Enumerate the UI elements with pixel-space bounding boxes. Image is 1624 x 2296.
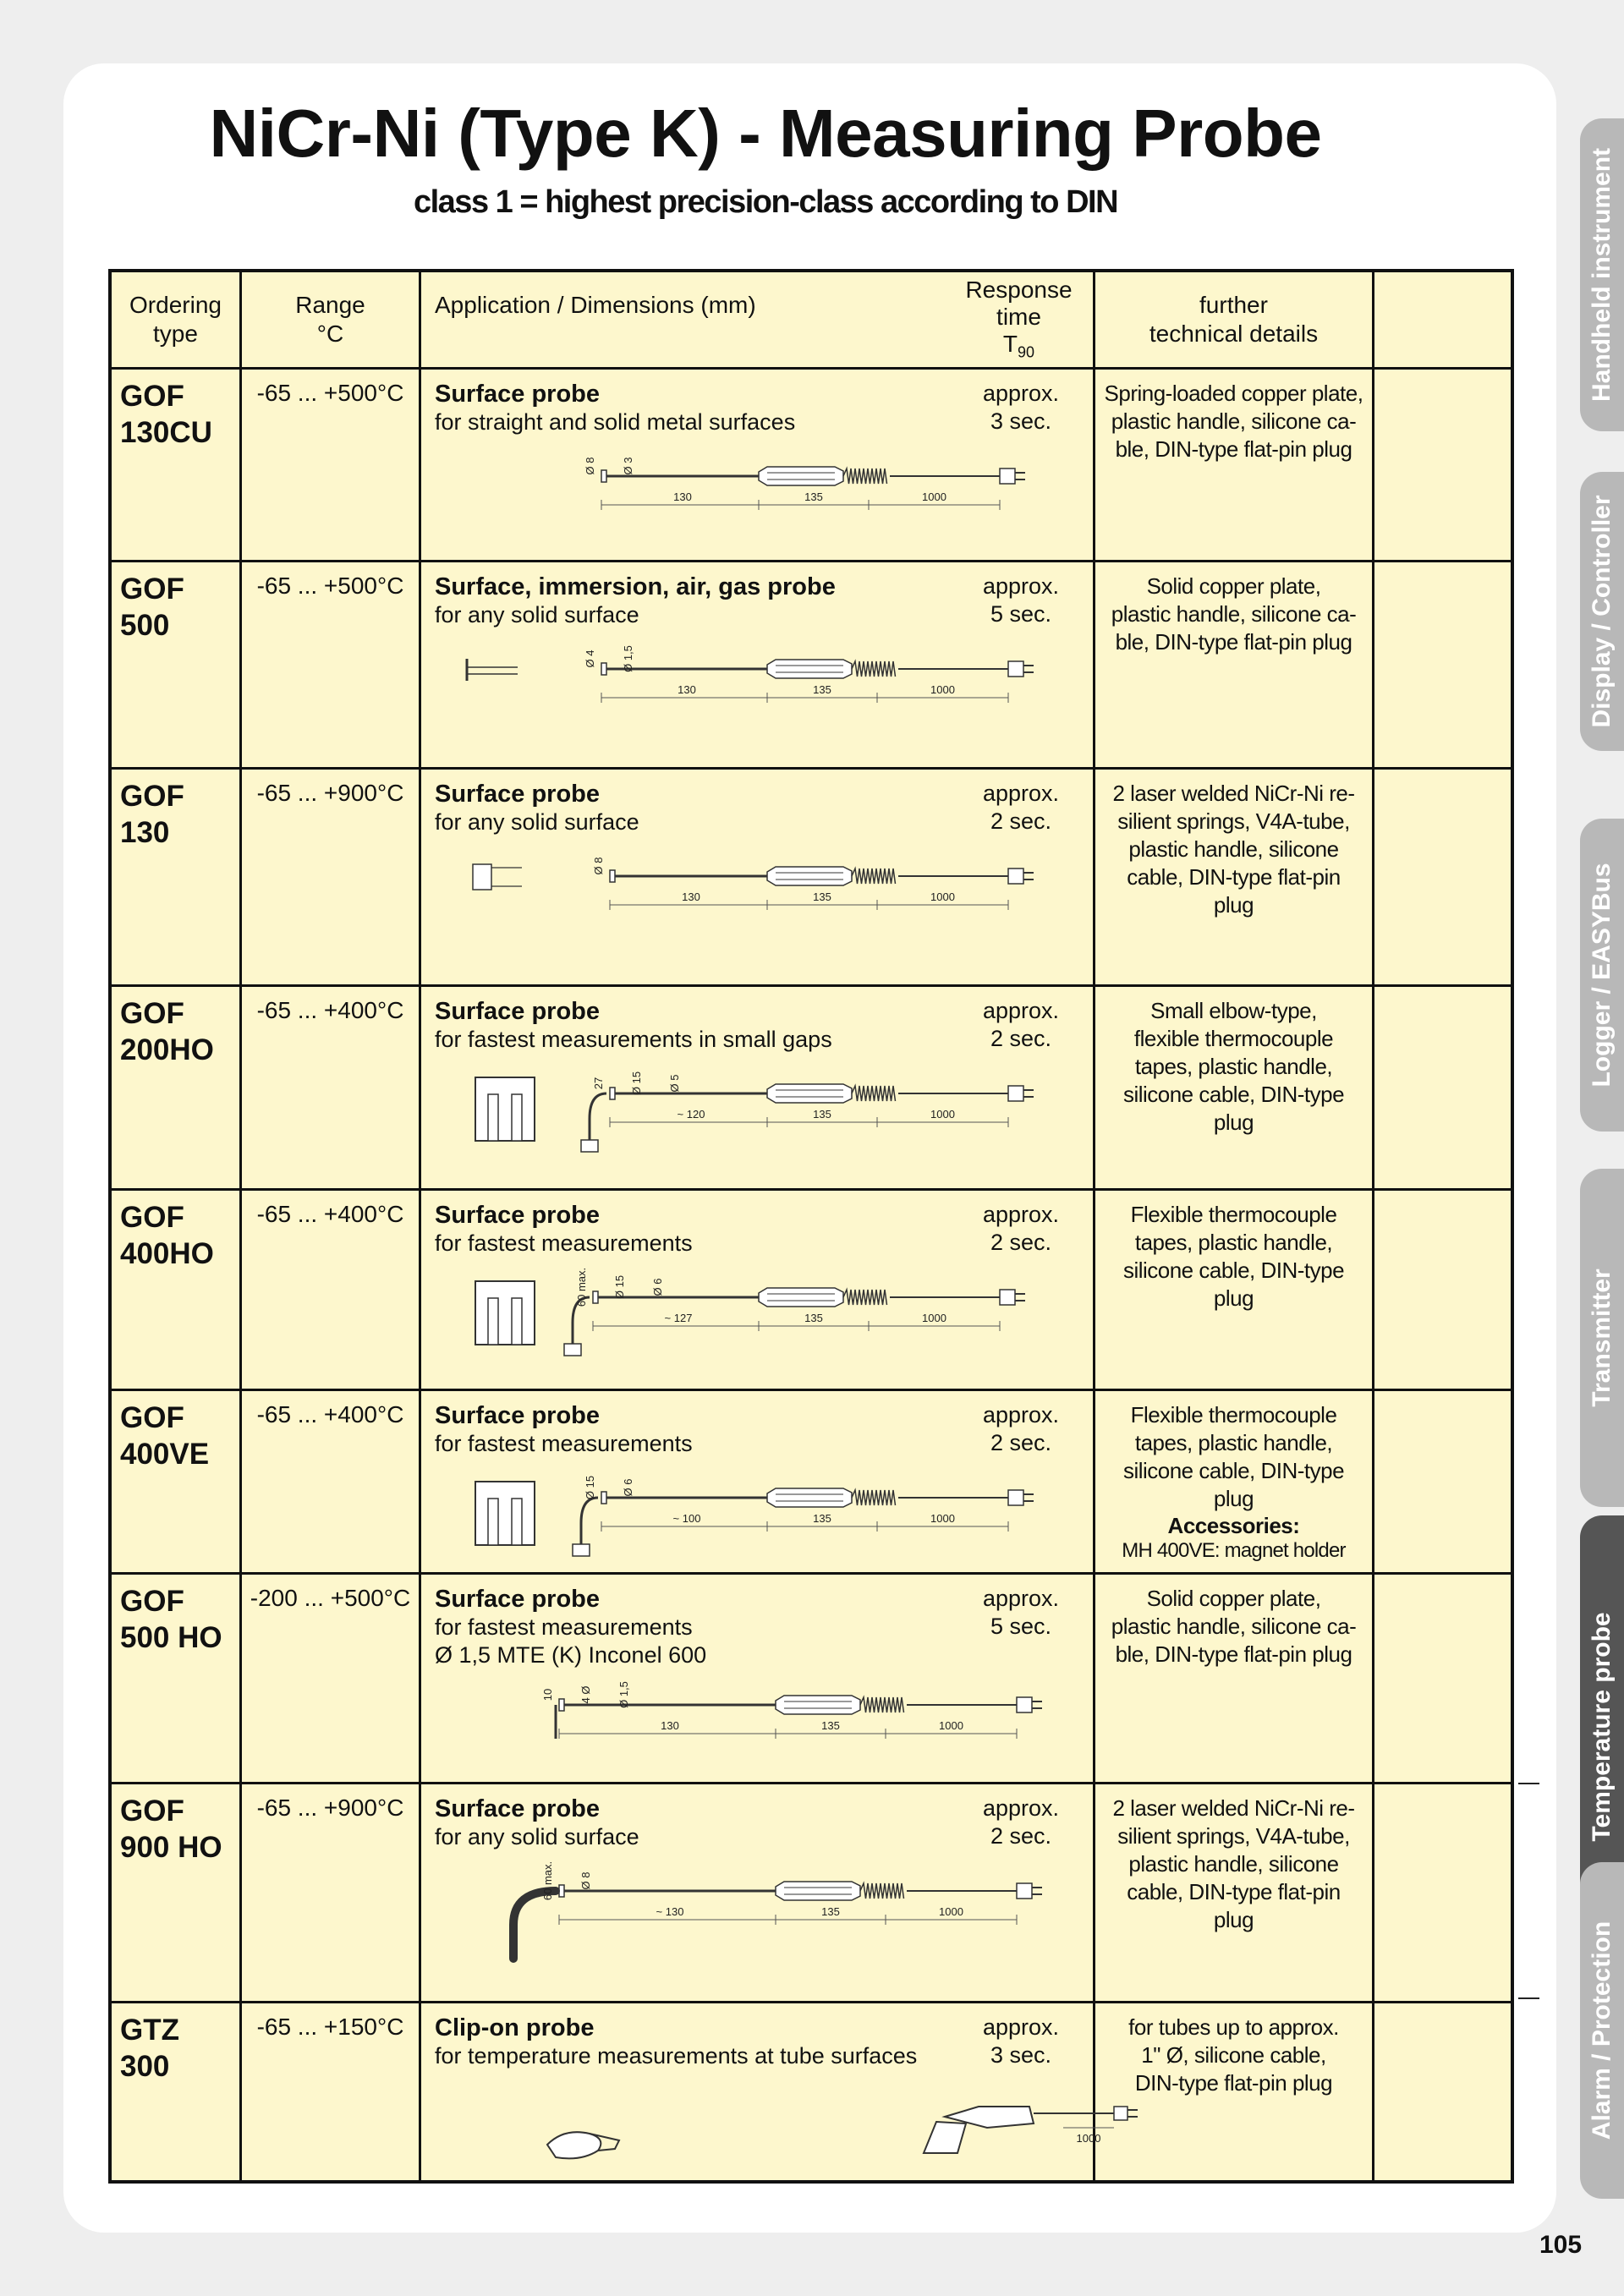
application-line: for straight and solid metal surfaces	[435, 409, 796, 435]
application-text	[435, 997, 942, 1054]
response-time-value: approx. 2 sec.	[982, 781, 1060, 834]
dimension-label: 27	[592, 1077, 605, 1090]
application-text	[435, 1201, 942, 1258]
dimension-label: 135	[813, 1512, 831, 1525]
probe-name: Surface probe	[435, 1202, 600, 1229]
ordering-type-code: GTZ 300	[120, 2014, 179, 2083]
dimension-label: 135	[813, 890, 831, 903]
probe-drawing	[437, 1862, 1080, 1964]
tab-display-controller[interactable]: Display / Controller	[1580, 472, 1624, 751]
technical-details: Solid copper plate, plastic handle, silicone ca- ble, DIN-type flat-pin plug	[1111, 573, 1357, 655]
probe-name: Surface probe	[435, 1586, 600, 1613]
dimension-label: ~ 127	[664, 1312, 693, 1324]
technical-details: for tubes up to approx. 1" Ø, silicone cable, DIN-type flat-pin plug	[1128, 2014, 1339, 2096]
page-subtitle: class 1 = highest precision-class according to DIN	[413, 184, 1118, 220]
dimension-label: 1000	[930, 1512, 955, 1525]
header-details: further technical details	[1149, 292, 1319, 347]
response-time-value: approx. 5 sec.	[982, 1586, 1060, 1639]
application-text	[435, 780, 942, 836]
response-time-value: approx. 5 sec.	[982, 573, 1060, 627]
probe-drawing	[437, 640, 1080, 742]
application-text	[435, 2014, 942, 2070]
page-number: 105	[1539, 2231, 1583, 2259]
dimension-label: Ø 4	[584, 649, 596, 668]
technical-details: Flexible thermocouple tapes, plastic handle, silicone cable, DIN-type plug Accessories: MH 400VE: magnet holder	[1095, 1401, 1372, 1564]
dimension-label: ~ 130	[656, 1905, 684, 1918]
technical-details: 2 laser welded NiCr-Ni re- silient springs, V4A-tube, plastic handle, silicone cable, DIN-type flat-pin plug	[1112, 781, 1355, 918]
probe-name: Surface probe	[435, 1795, 600, 1822]
application-line: for fastest measurements	[435, 1431, 693, 1456]
dimension-label: Ø 3	[622, 457, 634, 475]
probe-drawing	[437, 1065, 1080, 1166]
application-line: for fastest measurements	[435, 1614, 693, 1640]
dimension-label: 1000	[930, 683, 955, 696]
ordering-type-code: GOF 500 HO	[120, 1585, 222, 1654]
dimension-label: 135	[804, 1312, 823, 1324]
temperature-range: -65 ... +400°C	[256, 1201, 404, 1227]
application-text	[435, 380, 942, 436]
probe-name: Surface probe	[435, 781, 600, 808]
dimension-label: 130	[678, 683, 696, 696]
tab-transmitter[interactable]: Transmitter	[1580, 1169, 1624, 1507]
application-line: for fastest measurements in small gaps	[435, 1027, 832, 1052]
application-line: for any solid surface	[435, 1824, 639, 1849]
dimension-label: Ø 1,5	[622, 645, 634, 672]
dimension-label: 1000	[939, 1905, 963, 1918]
probe-drawing	[437, 1269, 1080, 1370]
header-application: Application / Dimensions (mm)	[435, 292, 756, 318]
ordering-type-code: GOF 130	[120, 780, 184, 849]
dimension-label: Ø 6	[651, 1278, 664, 1296]
dimension-label: Ø 8	[584, 457, 596, 475]
probe-name: Surface probe	[435, 998, 600, 1025]
application-text	[435, 1401, 942, 1458]
header-response-time: Response time $T_{90}$	[965, 277, 1073, 361]
temperature-range: -65 ... +500°C	[256, 573, 404, 599]
dimension-label: 135	[821, 1719, 840, 1732]
dimension-label: Ø 15	[584, 1475, 596, 1500]
ordering-type-code: GOF 900 HO	[120, 1795, 222, 1864]
probe-drawing	[437, 1469, 1080, 1570]
application-text	[435, 573, 942, 629]
response-time-value: approx. 2 sec.	[982, 1202, 1060, 1255]
dimension-label: 130	[661, 1719, 679, 1732]
dimension-label: 60 max.	[541, 1860, 554, 1901]
dimension-label: 135	[813, 1108, 831, 1121]
response-time-value: approx. 3 sec.	[982, 381, 1060, 434]
application-text	[435, 1585, 942, 1669]
application-line: for any solid surface	[435, 602, 639, 627]
application-line: for temperature measurements at tube surfaces	[435, 2043, 918, 2069]
probe-table	[108, 269, 1514, 2184]
technical-details: Solid copper plate, plastic handle, silicone ca- ble, DIN-type flat-pin plug	[1111, 1586, 1357, 1667]
dimension-label: 130	[673, 490, 692, 503]
dimension-label: 60 max.	[575, 1267, 588, 1307]
dimension-label: 1000	[922, 490, 946, 503]
dimension-label: ~ 120	[677, 1108, 705, 1121]
accessories-value: MH 400VE: magnet holder	[1122, 1539, 1346, 1562]
dimension-label: Ø 5	[668, 1074, 681, 1093]
ordering-type-code: GOF 400VE	[120, 1401, 210, 1471]
technical-details: Flexible thermocouple tapes, plastic handle, silicone cable, DIN-type plug	[1122, 1202, 1345, 1311]
dimension-label: 1000	[1076, 2132, 1101, 2145]
tab-alarm-protection[interactable]: Alarm / Protection	[1580, 1862, 1624, 2199]
ordering-type-code: GOF 200HO	[120, 997, 214, 1066]
page-title: NiCr-Ni (Type K) - Measuring Probe	[209, 96, 1322, 171]
dimension-label: 135	[813, 683, 831, 696]
dimension-label: 1000	[922, 1312, 946, 1324]
dimension-label: 1000	[930, 1108, 955, 1121]
ordering-type-code: GOF 130CU	[120, 380, 212, 449]
dimension-label: 4 Ø	[579, 1685, 592, 1704]
technical-details: Small elbow-type, flexible thermocouple tapes, plastic handle, silicone cable, DIN-type plug	[1122, 998, 1345, 1135]
response-time-value: approx. 3 sec.	[982, 2014, 1060, 2068]
tab-handheld-instrument[interactable]: Handheld instrument	[1580, 118, 1624, 431]
header-range: Range °C	[295, 292, 365, 347]
ordering-type-code: GOF 500	[120, 573, 184, 642]
probe-drawing	[437, 1676, 1080, 1778]
application-text	[435, 1795, 942, 1851]
response-time-value: approx. 2 sec.	[982, 1402, 1060, 1455]
response-time-value: approx. 2 sec.	[982, 998, 1060, 1051]
dimension-label: Ø 8	[592, 857, 605, 875]
tab-edge-line	[1518, 1997, 1539, 1999]
header-ordering-type: Ordering type	[129, 292, 222, 347]
dimension-label: Ø 15	[630, 1071, 643, 1096]
side-tab-bar	[1580, 118, 1624, 2199]
dimension-label: 1000	[939, 1719, 963, 1732]
dimension-label: Ø 15	[613, 1274, 626, 1300]
dimension-label: 135	[821, 1905, 840, 1918]
probe-drawing	[437, 847, 1080, 949]
dimension-label: Ø 8	[579, 1871, 592, 1890]
probe-drawing	[437, 447, 1080, 549]
temperature-range: -65 ... +500°C	[256, 380, 404, 406]
temperature-range: -65 ... +400°C	[256, 1401, 404, 1427]
dimension-label: Ø 1,5	[617, 1681, 630, 1708]
temperature-range: -65 ... +150°C	[256, 2014, 404, 2040]
tab-temperature-probe[interactable]: Temperature probe	[1580, 1515, 1624, 1938]
temperature-range: -200 ... +500°C	[250, 1585, 411, 1611]
temperature-range: -65 ... +900°C	[256, 1795, 404, 1821]
probe-name: Surface, immersion, air, gas probe	[435, 573, 836, 600]
technical-details: Spring-loaded copper plate, plastic handle, silicone ca- ble, DIN-type flat-pin plug	[1104, 381, 1363, 462]
dimension-label: Ø 6	[622, 1478, 634, 1497]
probe-name: Surface probe	[435, 381, 600, 408]
dimension-label: 135	[804, 490, 823, 503]
accessories-title: Accessories:	[1167, 1513, 1300, 1538]
response-time-value: approx. 2 sec.	[982, 1795, 1060, 1849]
probe-name: Clip-on probe	[435, 2014, 595, 2041]
dimension-label: 130	[682, 890, 700, 903]
dimension-label: 10	[541, 1688, 554, 1701]
temperature-range: -65 ... +900°C	[256, 780, 404, 806]
application-line: for any solid surface	[435, 809, 639, 835]
tab-edge-line	[1518, 1783, 1539, 1784]
dimension-label: 1000	[930, 890, 955, 903]
tab-logger-easybus[interactable]: Logger / EASYBus	[1580, 819, 1624, 1132]
dimension-label: ~ 100	[672, 1512, 701, 1525]
ordering-type-code: GOF 400HO	[120, 1201, 214, 1270]
application-line: for fastest measurements	[435, 1230, 693, 1256]
technical-details: 2 laser welded NiCr-Ni re- silient springs, V4A-tube, plastic handle, silicone cable, DIN-type flat-pin plug	[1112, 1795, 1355, 1932]
application-line: Ø 1,5 MTE (K) Inconel 600	[435, 1642, 707, 1668]
temperature-range: -65 ... +400°C	[256, 997, 404, 1023]
probe-drawing	[437, 2081, 1101, 2183]
probe-name: Surface probe	[435, 1402, 600, 1429]
